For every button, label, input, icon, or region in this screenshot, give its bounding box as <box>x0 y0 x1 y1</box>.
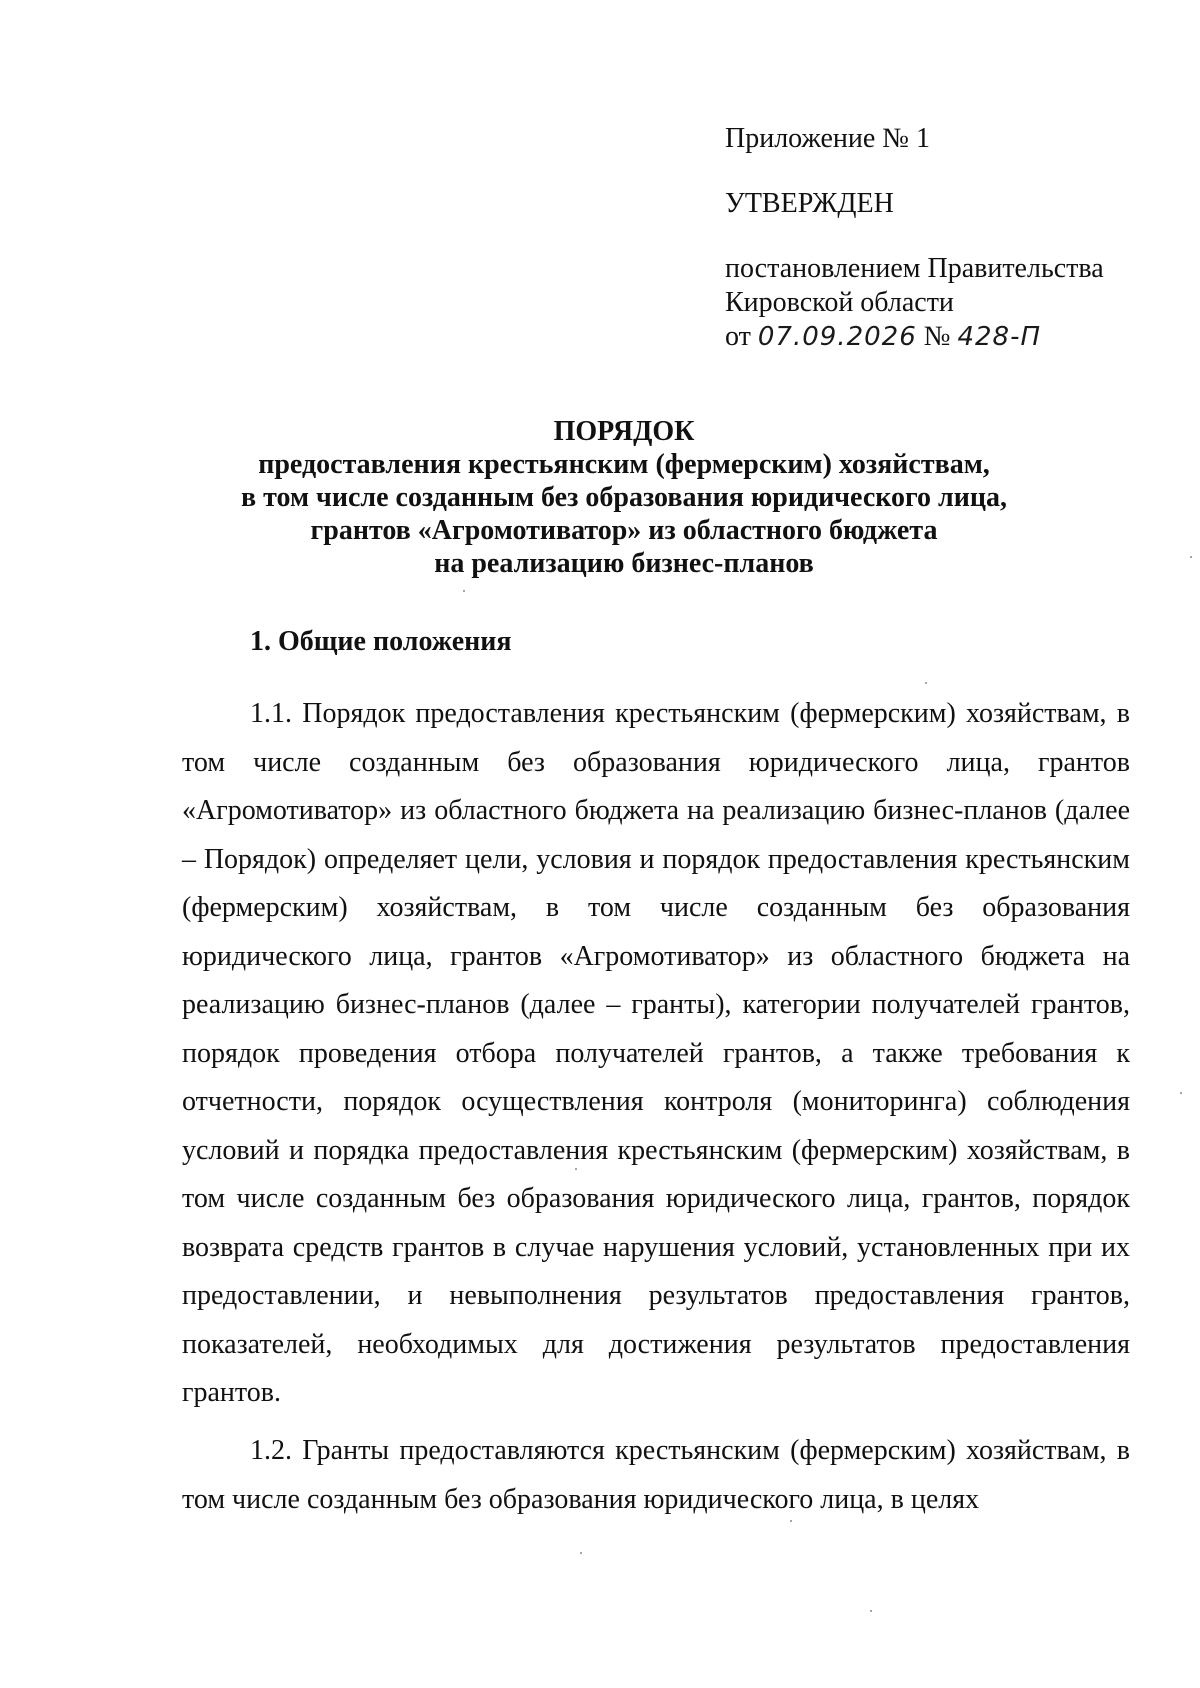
title-line: в том числе созданным без образования юридического лица, <box>240 482 1008 513</box>
scan-speck <box>1180 1092 1182 1094</box>
paragraph-1-2: 1.2. Гранты предоставляются крестьянским (фермерским) хозяйствам, в том числе созданным без образования юридического лица, в целях <box>182 1435 1130 1515</box>
decree-number: 428-П <box>957 322 1042 352</box>
scan-speck <box>580 1552 582 1554</box>
title-main: ПОРЯДОК <box>553 416 695 447</box>
date-prefix: от <box>725 321 751 352</box>
decree-date-line <box>725 320 1104 354</box>
title-line: на реализацию бизнес-планов <box>434 548 814 579</box>
approval-stamp <box>725 187 894 221</box>
scan-speck <box>870 1610 872 1612</box>
scan-speck <box>925 682 927 684</box>
document-title <box>24 415 1200 580</box>
scan-speck <box>1190 556 1192 558</box>
title-line: грантов «Агромотиватор» из областного бюджета <box>310 515 938 546</box>
approved-label: УТВЕРЖДЕН <box>725 188 894 219</box>
scan-speck <box>790 1520 792 1522</box>
approved-by-line: постановлением Правительства <box>725 253 1104 284</box>
title-line: предоставления крестьянским (фермерским) хозяйствам, <box>258 449 990 480</box>
section-heading: 1. Общие положения <box>250 626 512 657</box>
decree-date: 07.09.2026 <box>757 322 917 352</box>
appendix-number-text: Приложение № 1 <box>725 123 930 154</box>
scan-speck <box>463 590 465 592</box>
appendix-number <box>725 122 930 156</box>
scan-speck <box>575 1168 577 1170</box>
approval-details <box>725 252 1104 354</box>
number-sign: № <box>923 321 951 352</box>
region-line: Кировской области <box>725 287 954 318</box>
paragraph-1-1: 1.1. Порядок предоставления крестьянским (фермерским) хозяйствам, в том числе созданным без образования юридического лица, грантов «Агромотиватор» из областного бюджета на реализацию бизнес-планов (далее – Порядок) определяет цели, условия и порядок предоставления крестьянским (фермерским) хозяйствам, в том числе созданным без образования юридического лица, грантов «Агромотиватор» из областного бюджета на реализацию бизнес-планов (далее – гранты), категории получателей грантов, порядок проведения отбора получателей грантов, а также требования к отчетности, порядок осуществления контроля (мониторинга) соблюдения условий и порядка предоставления крестьянским (фермерским) хозяйствам, в том числе созданным без образования юридического лица, грантов, порядок возврата средств грантов в случае нарушения условий, установленных при их предоставлении, и невыполнения результатов предоставления грантов, показателей, необходимых для достижения результатов предоставления грантов. <box>182 698 1130 1408</box>
